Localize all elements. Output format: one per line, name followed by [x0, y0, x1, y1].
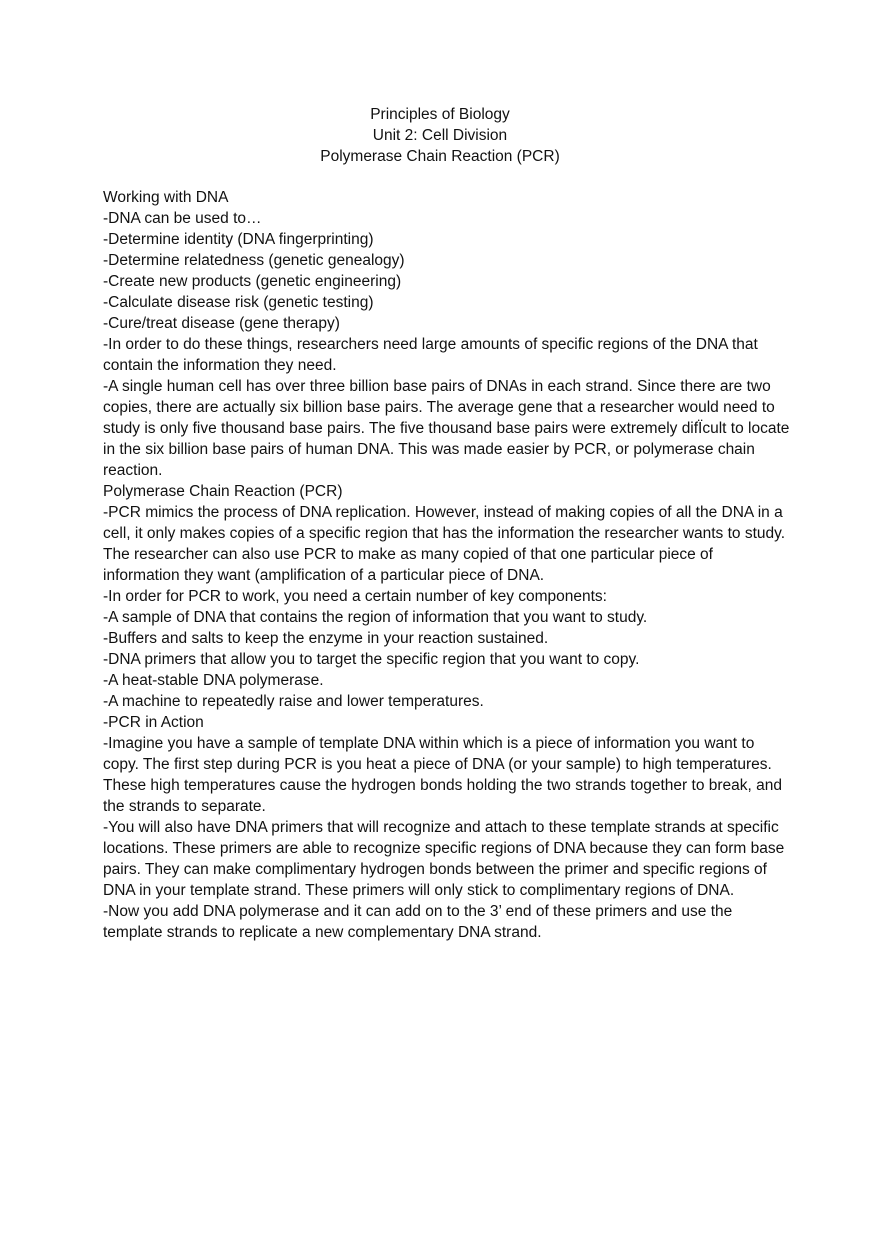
topic-title: Polymerase Chain Reaction (PCR): [320, 148, 560, 165]
pcr-in-action-heading: -PCR in Action: [103, 714, 204, 731]
list-item: -A sample of DNA that contains the region of information that you want to study.: [103, 609, 648, 626]
pcr-mimics-paragraph: -PCR mimics the process of DNA replication. However, instead of making copies of all the DNA in a cell, it only makes copies of a specific region that has the information the researcher wants to study. The researcher can also use PCR to make as many copied of that one particular piece of information they want (amplification of a particular piece of DNA.: [103, 504, 786, 584]
section-heading-pcr: Polymerase Chain Reaction (PCR): [103, 483, 343, 500]
action-step-paragraph: -You will also have DNA primers that will recognize and attach to these template strands at specific locations. These primers are able to recognize specific regions of DNA because they can form base pairs. They can make complimentary hydrogen bonds between the primer and specific regions of DNA in your template strand. These primers will only stick to complimentary regions of DNA.: [103, 819, 785, 899]
list-item: -Determine identity (DNA fingerprinting): [103, 231, 374, 248]
list-item: -A machine to repeatedly raise and lower temperatures.: [103, 693, 484, 710]
list-item: -Calculate disease risk (genetic testing): [103, 294, 374, 311]
base-pairs-paragraph: -A single human cell has over three billion base pairs of DNAs in each strand. Since there are two copies, there are actually six billion base pairs. The average gene that a researcher would need to study is only five thousand base pairs. The five thousand base pairs were extremely difÏcult to locate in the six billion base pairs of human DNA. This was made easier by PCR, or polymerase chain reaction.: [103, 378, 790, 479]
unit-title: Unit 2: Cell Division: [372, 127, 508, 144]
list-item: -Create new products (genetic engineering): [103, 273, 402, 290]
list-item: -Determine relatedness (genetic genealogy): [103, 252, 405, 269]
course-title: Principles of Biology: [370, 106, 510, 123]
components-intro: -In order for PCR to work, you need a certain number of key components:: [103, 588, 607, 605]
research-need-paragraph: -In order to do these things, researchers need large amounts of specific regions of the DNA that contain the information they need.: [103, 336, 758, 374]
list-item: -Buffers and salts to keep the enzyme in your reaction sustained.: [103, 630, 549, 647]
action-step-paragraph: -Now you add DNA polymerase and it can add on to the 3’ end of these primers and use the template strands to replicate a new complementary DNA strand.: [103, 903, 733, 941]
list-item: -Cure/treat disease (gene therapy): [103, 315, 340, 332]
list-item: -A heat-stable DNA polymerase.: [103, 672, 324, 689]
action-step-paragraph: -Imagine you have a sample of template DNA within which is a piece of information you want to copy. The first step during PCR is you heat a piece of DNA (or your sample) to high temperatures. These high temperatures cause the hydrogen bonds holding the two strands together to break, and the strands to separate.: [103, 735, 782, 815]
section-heading-working-with-dna: Working with DNA: [103, 189, 229, 206]
list-item: -DNA primers that allow you to target the specific region that you want to copy.: [103, 651, 640, 668]
uses-intro: -DNA can be used to…: [103, 210, 262, 227]
document-header: [0, 104, 880, 167]
document-body: [103, 187, 793, 943]
